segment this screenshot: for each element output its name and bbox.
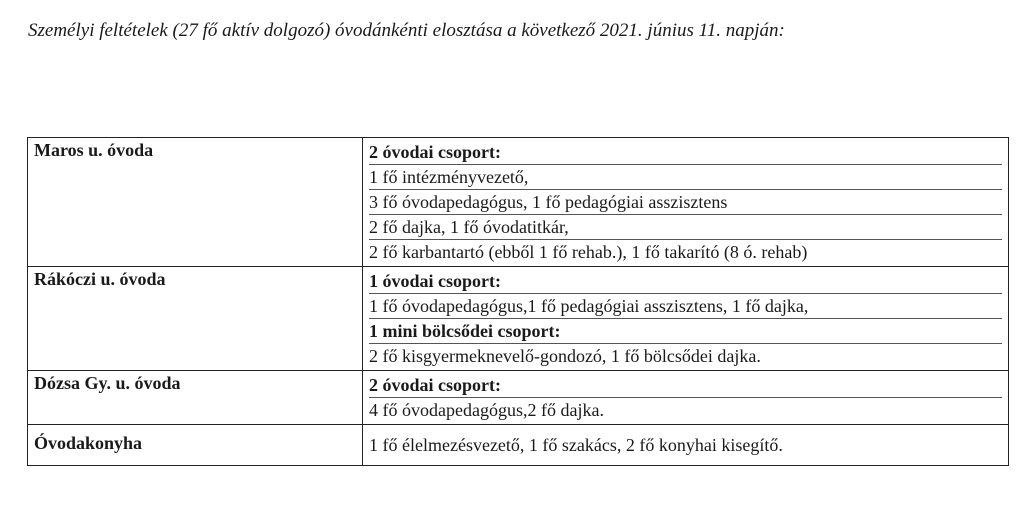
staff-line: 1 fő élelmezésvezető, 1 fő szakács, 2 fő konyhai kisegítő. [369, 435, 783, 455]
group-heading: 1 óvodai csoport: [369, 269, 1002, 294]
staff-details [363, 267, 1009, 371]
staff-line: 2 fő karbantartó (ebből 1 fő rehab.), 1 fő takarító (8 ó. rehab) [369, 242, 808, 262]
staff-details [363, 371, 1009, 425]
table-row-maros [28, 138, 1009, 267]
staff-line: 4 fő óvodapedagógus,2 fő dajka. [369, 400, 604, 420]
group-heading: 2 óvodai csoport: [369, 373, 1002, 398]
kindergarten-name: Óvodakonyha [28, 425, 363, 466]
group-heading: 1 mini bölcsődei csoport: [369, 319, 1002, 344]
staff-line: 3 fő óvodapedagógus, 1 fő pedagógiai asszisztens [369, 190, 1002, 215]
staff-line: 2 fő kisgyermeknevelő-gondozó, 1 fő bölcsődei dajka. [369, 346, 761, 366]
table-row-kitchen [28, 425, 1009, 466]
table-row-dozsa [28, 371, 1009, 425]
staff-line: 2 fő dajka, 1 fő óvodatitkár, [369, 215, 1002, 240]
staff-line: 1 fő intézményvezető, [369, 165, 1002, 190]
kindergarten-name: Maros u. óvoda [28, 138, 363, 267]
staff-line: 1 fő óvodapedagógus,1 fő pedagógiai asszisztens, 1 fő dajka, [369, 294, 1002, 319]
staff-details [363, 425, 1009, 466]
group-heading: 2 óvodai csoport: [369, 140, 1002, 165]
staff-distribution-table [27, 137, 1009, 466]
kindergarten-name: Rákóczi u. óvoda [28, 267, 363, 371]
intro-paragraph: Személyi feltételek (27 fő aktív dolgozó) óvodánkénti elosztása a következő 2021. június 11. napján: [28, 20, 785, 41]
table-row-rakoczi [28, 267, 1009, 371]
staff-details [363, 138, 1009, 267]
kindergarten-name: Dózsa Gy. u. óvoda [28, 371, 363, 425]
